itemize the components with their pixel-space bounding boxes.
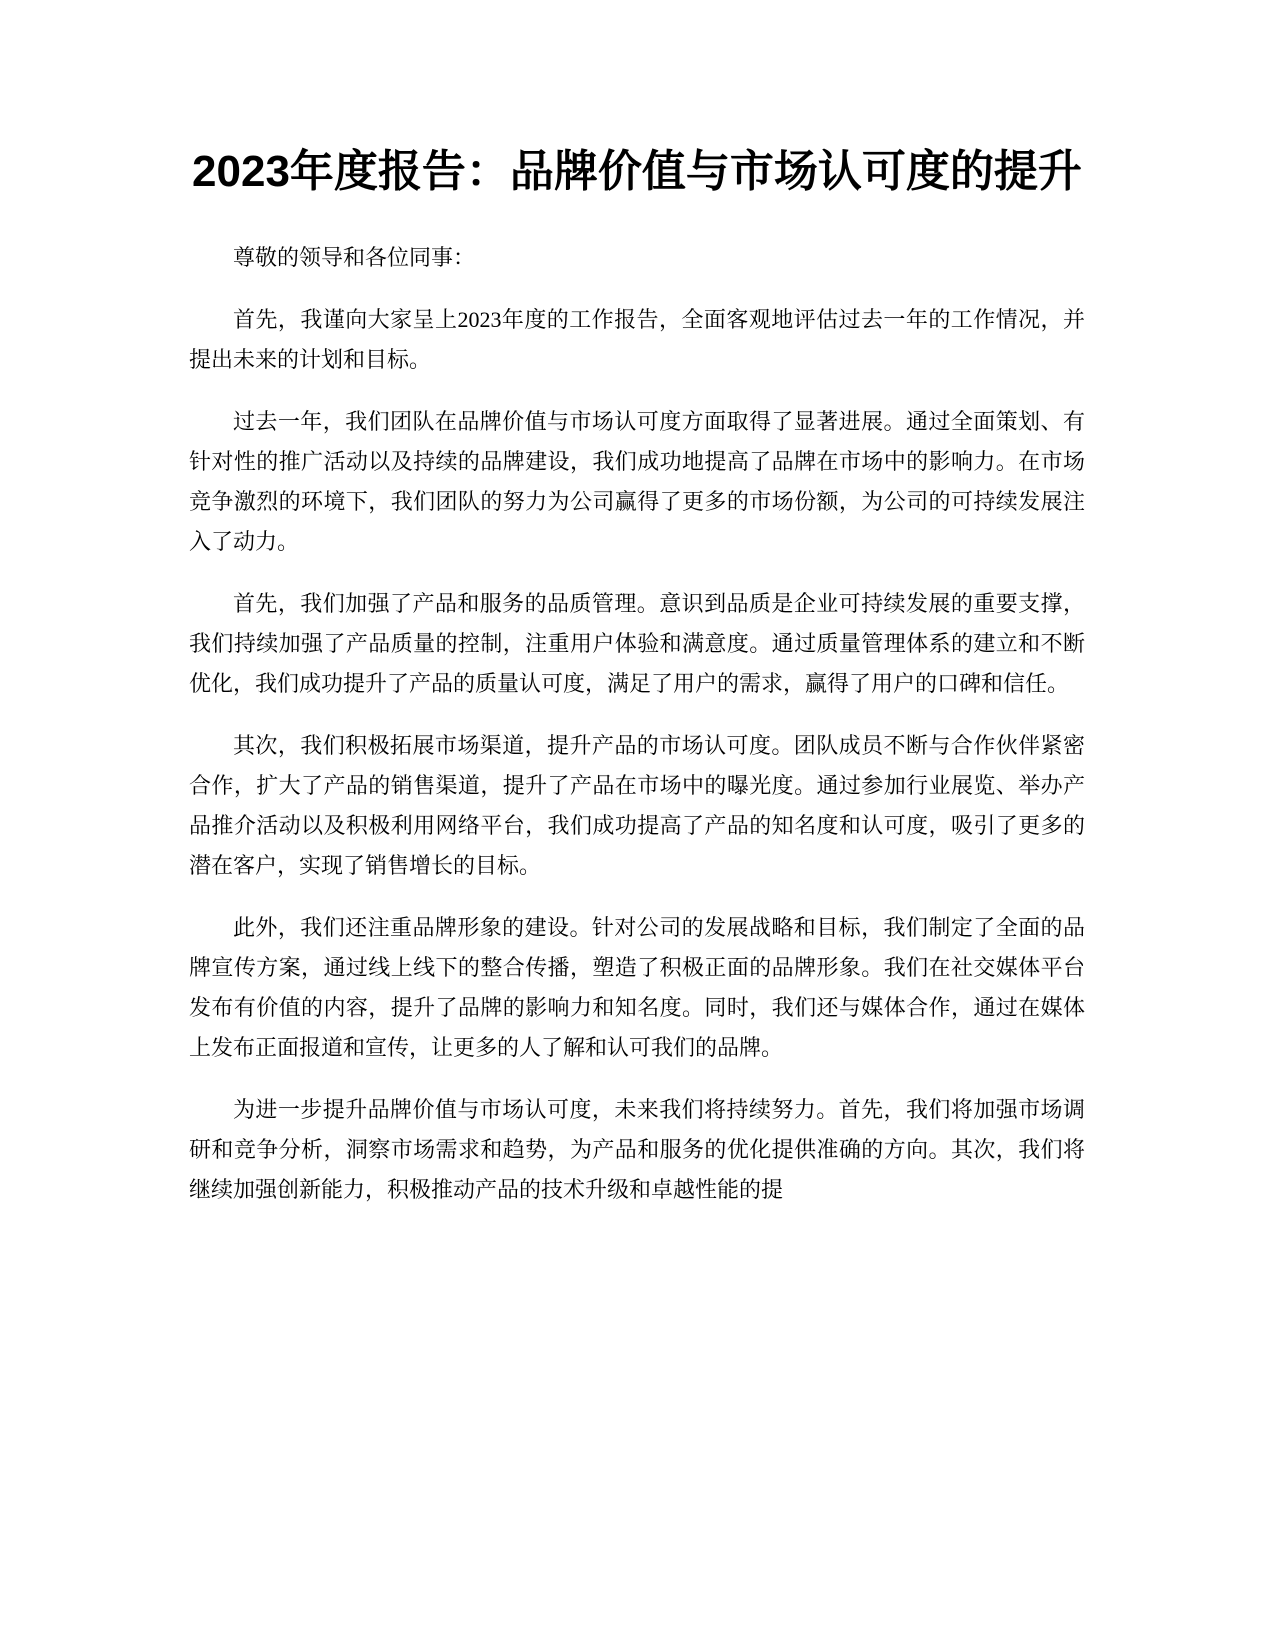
paragraph-brand-image: 此外，我们还注重品牌形象的建设。针对公司的发展战略和目标，我们制定了全面的品牌宣传方案，通过线上线下的整合传播，塑造了积极正面的品牌形象。我们在社交媒体平台发布有价值的内容，提升了品牌的影响力和知名度。同时，我们还与媒体合作，通过在媒体上发布正面报道和宣传，让更多的人了解和认可我们的品牌。 bbox=[189, 915, 1085, 1060]
page-title: 2023年度报告：品牌价值与市场认可度的提升 bbox=[192, 147, 1082, 196]
paragraph-progress: 过去一年，我们团队在品牌价值与市场认可度方面取得了显著进展。通过全面策划、有针对性的推广活动以及持续的品牌建设，我们成功地提高了品牌在市场中的影响力。在市场竞争激烈的环境下，我们团队的努力为公司赢得了更多的市场份额，为公司的可持续发展注入了动力。 bbox=[189, 409, 1085, 554]
document-body bbox=[189, 138, 1085, 1232]
paragraph-future-plans: 为进一步提升品牌价值与市场认可度，未来我们将持续努力。首先，我们将加强市场调研和竞争分析，洞察市场需求和趋势，为产品和服务的优化提供准确的方向。其次，我们将继续加强创新能力，积极推动产品的技术升级和卓越性能的提 bbox=[189, 1097, 1085, 1202]
salutation: 尊敬的领导和各位同事： bbox=[233, 245, 476, 270]
paragraph-channels: 其次，我们积极拓展市场渠道，提升产品的市场认可度。团队成员不断与合作伙伴紧密合作，扩大了产品的销售渠道，提升了产品在市场中的曝光度。通过参加行业展览、举办产品推介活动以及积极利用网络平台，我们成功提高了产品的知名度和认可度，吸引了更多的潜在客户，实现了销售增长的目标。 bbox=[189, 733, 1085, 878]
paragraph-intro: 首先，我谨向大家呈上2023年度的工作报告，全面客观地评估过去一年的工作情况，并提出未来的计划和目标。 bbox=[189, 307, 1085, 372]
paragraph-quality: 首先，我们加强了产品和服务的品质管理。意识到品质是企业可持续发展的重要支撑，我们持续加强了产品质量的控制，注重用户体验和满意度。通过质量管理体系的建立和不断优化，我们成功提升了产品的质量认可度，满足了用户的需求，赢得了用户的口碑和信任。 bbox=[189, 591, 1085, 696]
